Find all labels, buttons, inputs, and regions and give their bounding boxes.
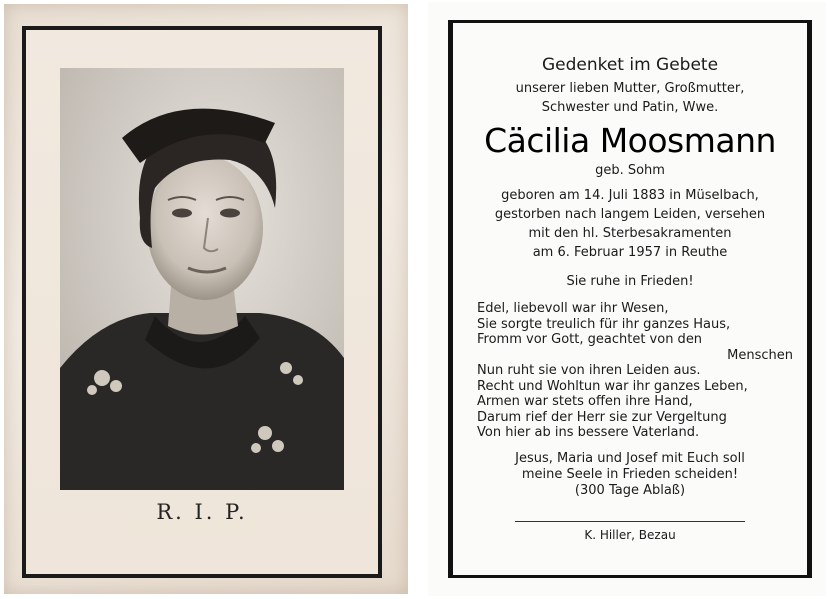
photo-card-frame [22,26,382,578]
printer-credit: K. Hiller, Bezau [584,527,676,542]
poem-line: Armen war stets offen ihre Hand, [477,394,693,409]
memorial-text-frame [448,20,812,578]
photo-card [4,4,408,594]
poem-line: Von hier ab ins bessere Vaterland. [477,425,700,440]
life-line: mit den hl. Sterbesakramenten [528,226,732,241]
life-line: gestorben nach langem Leiden, versehen [494,207,766,222]
poem-line: Fromm vor Gott, geachtet von den [477,332,703,347]
prayer-line: meine Seele in Frieden scheiden! [521,466,739,482]
deceased-name: Cäcilia Moosmann [484,121,776,160]
maiden-name: geb. Sohm [595,163,665,178]
intro-line: unserer lieben Mutter, Großmutter, [515,81,745,96]
rip-label: R. I. P. [156,500,248,524]
intro-line: Schwester und Patin, Wwe. [541,100,719,115]
portrait-photo [60,68,344,490]
prayer [453,451,807,499]
poem-line: Menschen [727,347,793,363]
rest-line: Sie ruhe in Frieden! [566,274,694,289]
prayer-line: (300 Tage Ablaß) [574,482,686,498]
heading: Gedenket im Gebete [541,55,719,75]
intro-text [453,79,807,117]
poem-line: Edel, liebevoll war ihr Wesen, [477,301,669,316]
life-line: am 6. Februar 1957 in Reuthe [532,245,728,260]
memorial-text-card [428,2,826,596]
life-line: geboren am 14. Juli 1883 in Müselbach, [501,188,759,203]
poem-line: Sie sorgte treulich für ihr ganzes Haus, [477,316,731,332]
divider [515,521,745,522]
poem-line: Recht und Wohltun war ihr ganzes Leben, [477,378,748,394]
prayer-line: Jesus, Maria und Josef mit Euch soll [515,450,745,466]
portrait-illustration [60,68,344,490]
poem [477,301,807,441]
life-dates [453,186,807,262]
poem-line: Nun ruht sie von ihren Leiden aus. [477,363,701,378]
poem-line: Darum rief der Herr sie zur Vergeltung [477,409,727,425]
